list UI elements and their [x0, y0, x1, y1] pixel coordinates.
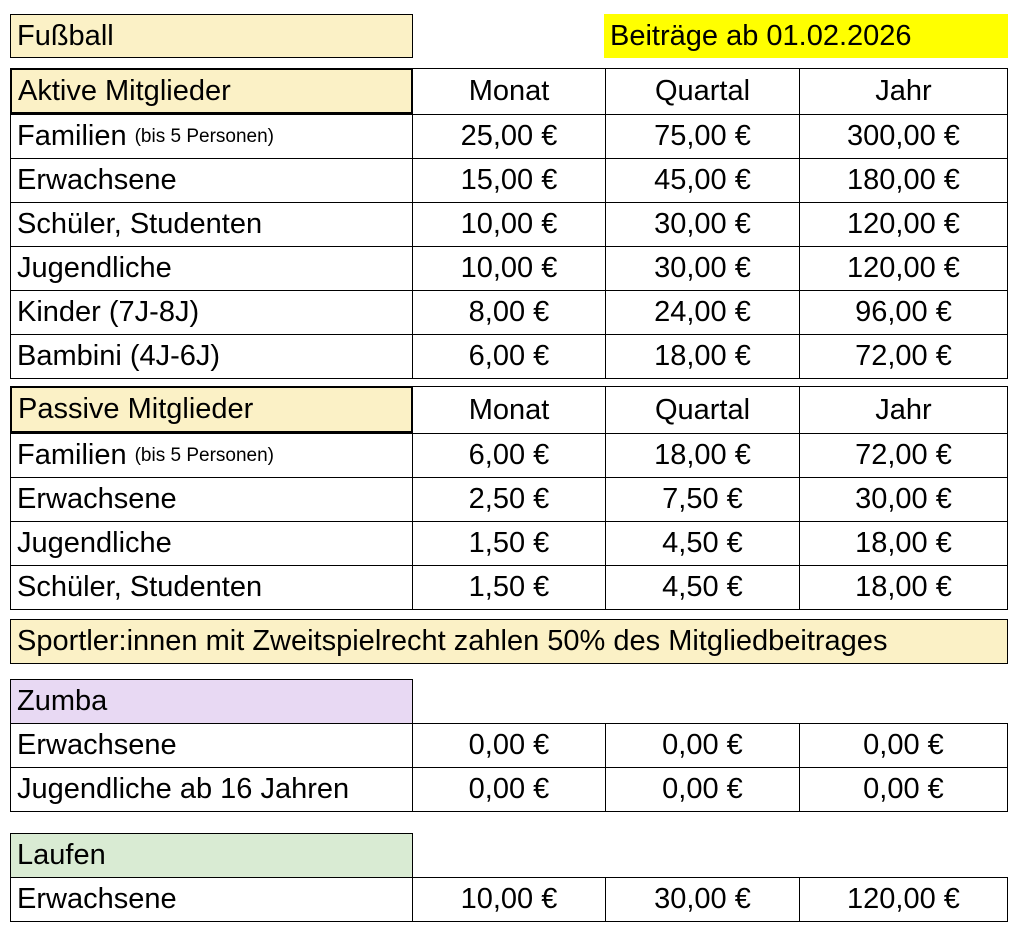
cell-jahr — [799, 767, 1008, 812]
cell-quartal — [605, 246, 800, 291]
table-row-label — [10, 114, 413, 159]
passive-col-monat — [412, 386, 606, 434]
table-row-label — [10, 334, 413, 379]
row-label: Erwachsene — [17, 729, 177, 761]
value: 30,00 € — [855, 483, 952, 515]
value: 4,50 € — [662, 571, 743, 603]
value: 2,50 € — [468, 483, 550, 515]
passive-header — [10, 386, 413, 433]
value: 7,50 € — [662, 483, 743, 515]
value: 30,00 € — [654, 883, 751, 915]
cell-monat — [412, 877, 606, 922]
aktive-col-quartal — [605, 68, 800, 115]
cell-jahr — [799, 565, 1008, 610]
table-row-label — [10, 433, 413, 478]
row-label: Erwachsene — [17, 483, 177, 515]
value: 0,00 € — [863, 729, 944, 761]
value: 6,00 € — [468, 340, 550, 372]
col-jahr-label: Jahr — [875, 75, 932, 107]
value: 18,00 € — [855, 571, 952, 603]
passive-header-text: Passive Mitglieder — [18, 393, 254, 425]
laufen-header-text: Laufen — [17, 839, 106, 871]
passive-col-jahr — [799, 386, 1008, 434]
cell-jahr — [799, 114, 1008, 159]
cell-monat — [412, 723, 606, 768]
cell-jahr — [799, 521, 1008, 566]
cell-monat — [412, 290, 606, 335]
table-row-label — [10, 877, 413, 922]
cell-jahr — [799, 246, 1008, 291]
cell-quartal — [605, 477, 800, 522]
col-monat-label: Monat — [468, 75, 550, 107]
zumba-header-text: Zumba — [17, 685, 108, 717]
row-label: Jugendliche — [17, 252, 172, 284]
row-label: Schüler, Studenten — [17, 571, 263, 603]
aktive-header — [10, 68, 413, 114]
value: 0,00 € — [662, 773, 743, 805]
cell-monat — [412, 521, 606, 566]
value: 0,00 € — [468, 773, 550, 805]
cell-monat — [412, 246, 606, 291]
table-row-label — [10, 477, 413, 522]
cell-jahr — [799, 334, 1008, 379]
date-banner — [604, 14, 1008, 58]
value: 30,00 € — [654, 252, 751, 284]
cell-jahr — [799, 202, 1008, 247]
row-label: Familien — [17, 439, 127, 471]
value: 120,00 € — [847, 252, 960, 284]
title-text: Fußball — [17, 19, 114, 52]
cell-jahr — [799, 290, 1008, 335]
row-label: Jugendliche — [17, 527, 172, 559]
cell-quartal — [605, 114, 800, 159]
table-row-label — [10, 767, 413, 812]
col-jahr-label: Jahr — [875, 393, 932, 426]
passive-col-quartal — [605, 386, 800, 434]
value: 10,00 € — [460, 883, 558, 915]
value: 45,00 € — [654, 164, 751, 196]
value: 10,00 € — [460, 208, 558, 240]
cell-monat — [412, 565, 606, 610]
date-banner-text: Beiträge ab 01.02.2026 — [610, 19, 912, 52]
row-label: Bambini (4J-6J) — [17, 340, 221, 372]
row-label: Erwachsene — [17, 883, 177, 915]
cell-monat — [412, 767, 606, 812]
cell-quartal — [605, 334, 800, 379]
value: 0,00 € — [863, 773, 944, 805]
row-note: (bis 5 Personen) — [134, 445, 274, 466]
cell-jahr — [799, 877, 1008, 922]
cell-monat — [412, 433, 606, 478]
value: 8,00 € — [468, 296, 550, 328]
cell-quartal — [605, 290, 800, 335]
cell-quartal — [605, 723, 800, 768]
value: 18,00 € — [654, 439, 751, 471]
value: 72,00 € — [855, 340, 952, 372]
value: 25,00 € — [460, 120, 558, 152]
value: 1,50 € — [468, 527, 550, 559]
value: 0,00 € — [468, 729, 550, 761]
cell-quartal — [605, 202, 800, 247]
cell-quartal — [605, 158, 800, 203]
row-label: Erwachsene — [17, 164, 177, 196]
value: 120,00 € — [847, 208, 960, 240]
value: 75,00 € — [654, 120, 751, 152]
value: 72,00 € — [855, 439, 952, 471]
value: 18,00 € — [855, 527, 952, 559]
row-label: Familien — [17, 120, 127, 152]
cell-monat — [412, 334, 606, 379]
cell-monat — [412, 158, 606, 203]
value: 18,00 € — [654, 340, 751, 372]
table-row-label — [10, 565, 413, 610]
laufen-header — [10, 833, 413, 878]
value: 30,00 € — [654, 208, 751, 240]
value: 1,50 € — [468, 571, 550, 603]
row-label: Jugendliche ab 16 Jahren — [17, 773, 350, 805]
value: 6,00 € — [468, 439, 550, 471]
value: 0,00 € — [662, 729, 743, 761]
col-monat-label: Monat — [468, 393, 550, 426]
table-row-label — [10, 521, 413, 566]
cell-jahr — [799, 433, 1008, 478]
value: 180,00 € — [847, 164, 960, 196]
table-row-label — [10, 158, 413, 203]
row-label: Schüler, Studenten — [17, 208, 263, 240]
zweitspielrecht-note — [10, 619, 1008, 664]
col-quartal-label: Quartal — [654, 75, 751, 107]
value: 10,00 € — [460, 252, 558, 284]
cell-quartal — [605, 565, 800, 610]
zumba-header — [10, 679, 413, 724]
cell-quartal — [605, 521, 800, 566]
aktive-col-monat — [412, 68, 606, 115]
table-row-label — [10, 202, 413, 247]
cell-monat — [412, 114, 606, 159]
row-label: Kinder (7J-8J) — [17, 296, 200, 328]
value: 96,00 € — [855, 296, 952, 328]
cell-jahr — [799, 723, 1008, 768]
value: 4,50 € — [662, 527, 743, 559]
value: 300,00 € — [847, 120, 960, 152]
aktive-header-text: Aktive Mitglieder — [18, 74, 231, 107]
table-row-label — [10, 290, 413, 335]
cell-jahr — [799, 158, 1008, 203]
aktive-col-jahr — [799, 68, 1008, 115]
cell-quartal — [605, 433, 800, 478]
cell-monat — [412, 202, 606, 247]
col-quartal-label: Quartal — [654, 393, 751, 426]
cell-jahr — [799, 477, 1008, 522]
value: 15,00 € — [460, 164, 558, 196]
value: 24,00 € — [654, 296, 751, 328]
table-row-label — [10, 723, 413, 768]
value: 120,00 € — [847, 883, 960, 915]
table-row-label — [10, 246, 413, 291]
cell-quartal — [605, 877, 800, 922]
zweitspielrecht-note-text: Sportler:innen mit Zweitspielrecht zahlen 50% des Mitgliedbeitrages — [17, 625, 888, 657]
cell-quartal — [605, 767, 800, 812]
cell-monat — [412, 477, 606, 522]
row-note: (bis 5 Personen) — [134, 126, 274, 147]
section-title-fussball — [10, 14, 413, 58]
